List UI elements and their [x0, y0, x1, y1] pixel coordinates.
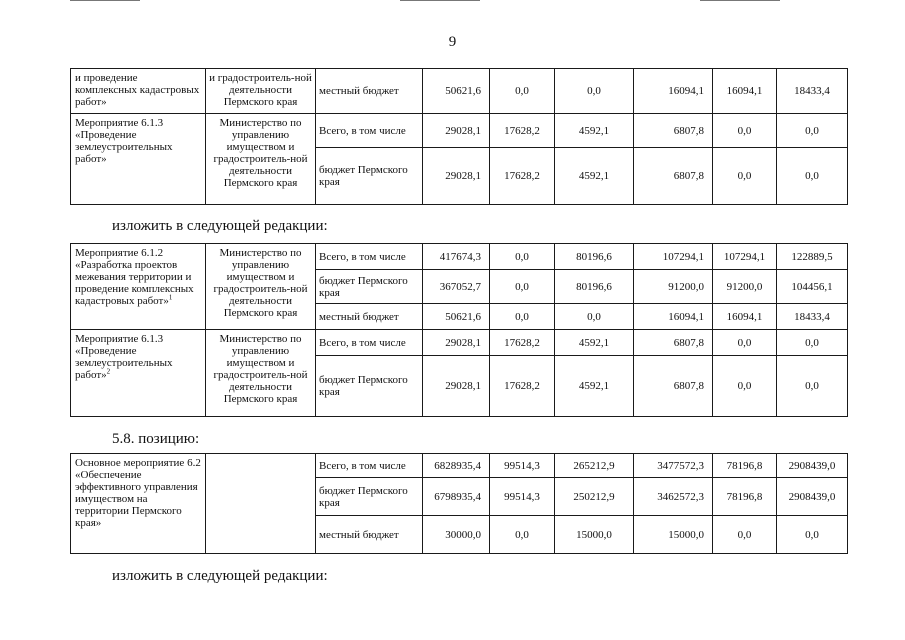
amount-cell: 29028,1 — [423, 148, 490, 205]
paragraph-replace-2: изложить в следующей редакции: — [112, 568, 328, 584]
amount-cell: 6798935,4 — [423, 478, 490, 516]
funding-source-cell: Всего, в том числе — [316, 330, 423, 356]
table-row — [71, 69, 848, 114]
amount-cell: 50621,6 — [423, 304, 490, 330]
footnote-marker: 1 — [168, 293, 173, 302]
funding-source-cell: бюджет Пермского края — [316, 270, 423, 304]
funding-source-cell: местный бюджет — [316, 69, 423, 114]
amount-cell: 104456,1 — [777, 270, 848, 304]
amount-cell: 0,0 — [777, 330, 848, 356]
amount-cell: 78196,8 — [713, 478, 777, 516]
responsible-org-cell — [206, 454, 316, 554]
amount-cell: 6828935,4 — [423, 454, 490, 478]
funding-source-cell: Всего, в том числе — [316, 114, 423, 148]
amount-cell: 0,0 — [713, 356, 777, 417]
amount-cell: 2908439,0 — [777, 478, 848, 516]
funding-source-cell: бюджет Пермского края — [316, 356, 423, 417]
funding-source-cell: Всего, в том числе — [316, 454, 423, 478]
activity-label: и проведение комплексных кадастровых работ» — [75, 72, 200, 108]
top-edge-rule — [700, 0, 780, 1]
paragraph-position: 5.8. позицию: — [112, 431, 200, 447]
amount-cell: 0,0 — [777, 114, 848, 148]
amount-cell: 6807,8 — [634, 330, 713, 356]
amount-cell: 15000,0 — [555, 516, 634, 554]
amount-cell: 0,0 — [713, 148, 777, 205]
amount-cell: 250212,9 — [555, 478, 634, 516]
amount-cell: 80196,6 — [555, 244, 634, 270]
amount-cell: 17628,2 — [490, 114, 555, 148]
amount-cell: 18433,4 — [777, 69, 848, 114]
amount-cell: 16094,1 — [634, 304, 713, 330]
funding-source-cell: Всего, в том числе — [316, 244, 423, 270]
activity-label-cell — [71, 114, 206, 205]
amount-cell: 16094,1 — [713, 304, 777, 330]
amount-cell: 0,0 — [713, 516, 777, 554]
amount-cell: 417674,3 — [423, 244, 490, 270]
amount-cell: 0,0 — [490, 304, 555, 330]
amount-cell: 0,0 — [777, 148, 848, 205]
amount-cell: 0,0 — [713, 330, 777, 356]
amount-cell: 30000,0 — [423, 516, 490, 554]
activity-label-cell — [71, 69, 206, 114]
amount-cell: 18433,4 — [777, 304, 848, 330]
amount-cell: 17628,2 — [490, 148, 555, 205]
amount-cell: 3462572,3 — [634, 478, 713, 516]
amount-cell: 4592,1 — [555, 356, 634, 417]
amount-cell: 367052,7 — [423, 270, 490, 304]
amount-cell: 4592,1 — [555, 330, 634, 356]
table-row — [71, 114, 848, 148]
amount-cell: 107294,1 — [634, 244, 713, 270]
activity-label: Основное мероприятие 6.2 «Обеспечение эффективного управления имуществом на территории Пермского края» — [75, 457, 201, 529]
amount-cell: 0,0 — [555, 304, 634, 330]
amount-cell: 91200,0 — [634, 270, 713, 304]
activity-label-cell — [71, 244, 206, 330]
funding-source-cell: местный бюджет — [316, 516, 423, 554]
budget-table-new — [70, 243, 848, 417]
amount-cell: 0,0 — [490, 516, 555, 554]
funding-source-cell: бюджет Пермского края — [316, 148, 423, 205]
amount-cell: 15000,0 — [634, 516, 713, 554]
amount-cell: 6807,8 — [634, 356, 713, 417]
page-number: 9 — [448, 34, 457, 50]
table-row — [71, 330, 848, 356]
amount-cell: 122889,5 — [777, 244, 848, 270]
amount-cell: 29028,1 — [423, 356, 490, 417]
amount-cell: 0,0 — [777, 356, 848, 417]
amount-cell: 17628,2 — [490, 356, 555, 417]
amount-cell: 29028,1 — [423, 330, 490, 356]
amount-cell: 2908439,0 — [777, 454, 848, 478]
amount-cell: 6807,8 — [634, 148, 713, 205]
activity-label-cell — [71, 330, 206, 417]
amount-cell: 0,0 — [490, 69, 555, 114]
amount-cell: 265212,9 — [555, 454, 634, 478]
amount-cell: 16094,1 — [634, 69, 713, 114]
amount-cell: 4592,1 — [555, 114, 634, 148]
activity-label-cell — [71, 454, 206, 554]
amount-cell: 99514,3 — [490, 478, 555, 516]
amount-cell: 3477572,3 — [634, 454, 713, 478]
top-edge-rule — [400, 0, 480, 1]
table-row — [71, 454, 848, 478]
amount-cell: 29028,1 — [423, 114, 490, 148]
top-edge-rule — [70, 0, 140, 1]
amount-cell: 4592,1 — [555, 148, 634, 205]
responsible-org-cell: Министерство по управлению имуществом и градостроитель-ной деятельности Пермского края — [206, 114, 316, 205]
amount-cell: 0,0 — [555, 69, 634, 114]
amount-cell: 107294,1 — [713, 244, 777, 270]
budget-table-old — [70, 68, 848, 205]
amount-cell: 78196,8 — [713, 454, 777, 478]
funding-source-cell: бюджет Пермского края — [316, 478, 423, 516]
responsible-org-cell: Министерство по управлению имуществом и градостроитель-ной деятельности Пермского края — [206, 330, 316, 417]
amount-cell: 17628,2 — [490, 330, 555, 356]
amount-cell: 50621,6 — [423, 69, 490, 114]
amount-cell: 91200,0 — [713, 270, 777, 304]
footnote-marker: 2 — [106, 367, 111, 376]
amount-cell: 0,0 — [713, 114, 777, 148]
amount-cell: 0,0 — [490, 270, 555, 304]
paragraph-replace-1: изложить в следующей редакции: — [112, 218, 328, 234]
funding-source-cell: местный бюджет — [316, 304, 423, 330]
amount-cell: 6807,8 — [634, 114, 713, 148]
table-row — [71, 244, 848, 270]
amount-cell: 0,0 — [490, 244, 555, 270]
activity-label: Мероприятие 6.1.3 «Проведение землеустроительных работ» — [75, 117, 173, 165]
activity-label: Мероприятие 6.1.3 «Проведение землеустроительных работ» — [75, 333, 173, 381]
amount-cell: 80196,6 — [555, 270, 634, 304]
amount-cell: 16094,1 — [713, 69, 777, 114]
budget-table-position — [70, 453, 848, 554]
responsible-org-cell: Министерство по управлению имуществом и градостроитель-ной деятельности Пермского края — [206, 244, 316, 330]
responsible-org-cell: и градостроитель-ной деятельности Пермского края — [206, 69, 316, 114]
amount-cell: 0,0 — [777, 516, 848, 554]
amount-cell: 99514,3 — [490, 454, 555, 478]
activity-label: Мероприятие 6.1.2 «Разработка проектов межевания территории и проведение комплексных кадастровых работ» — [75, 247, 194, 307]
